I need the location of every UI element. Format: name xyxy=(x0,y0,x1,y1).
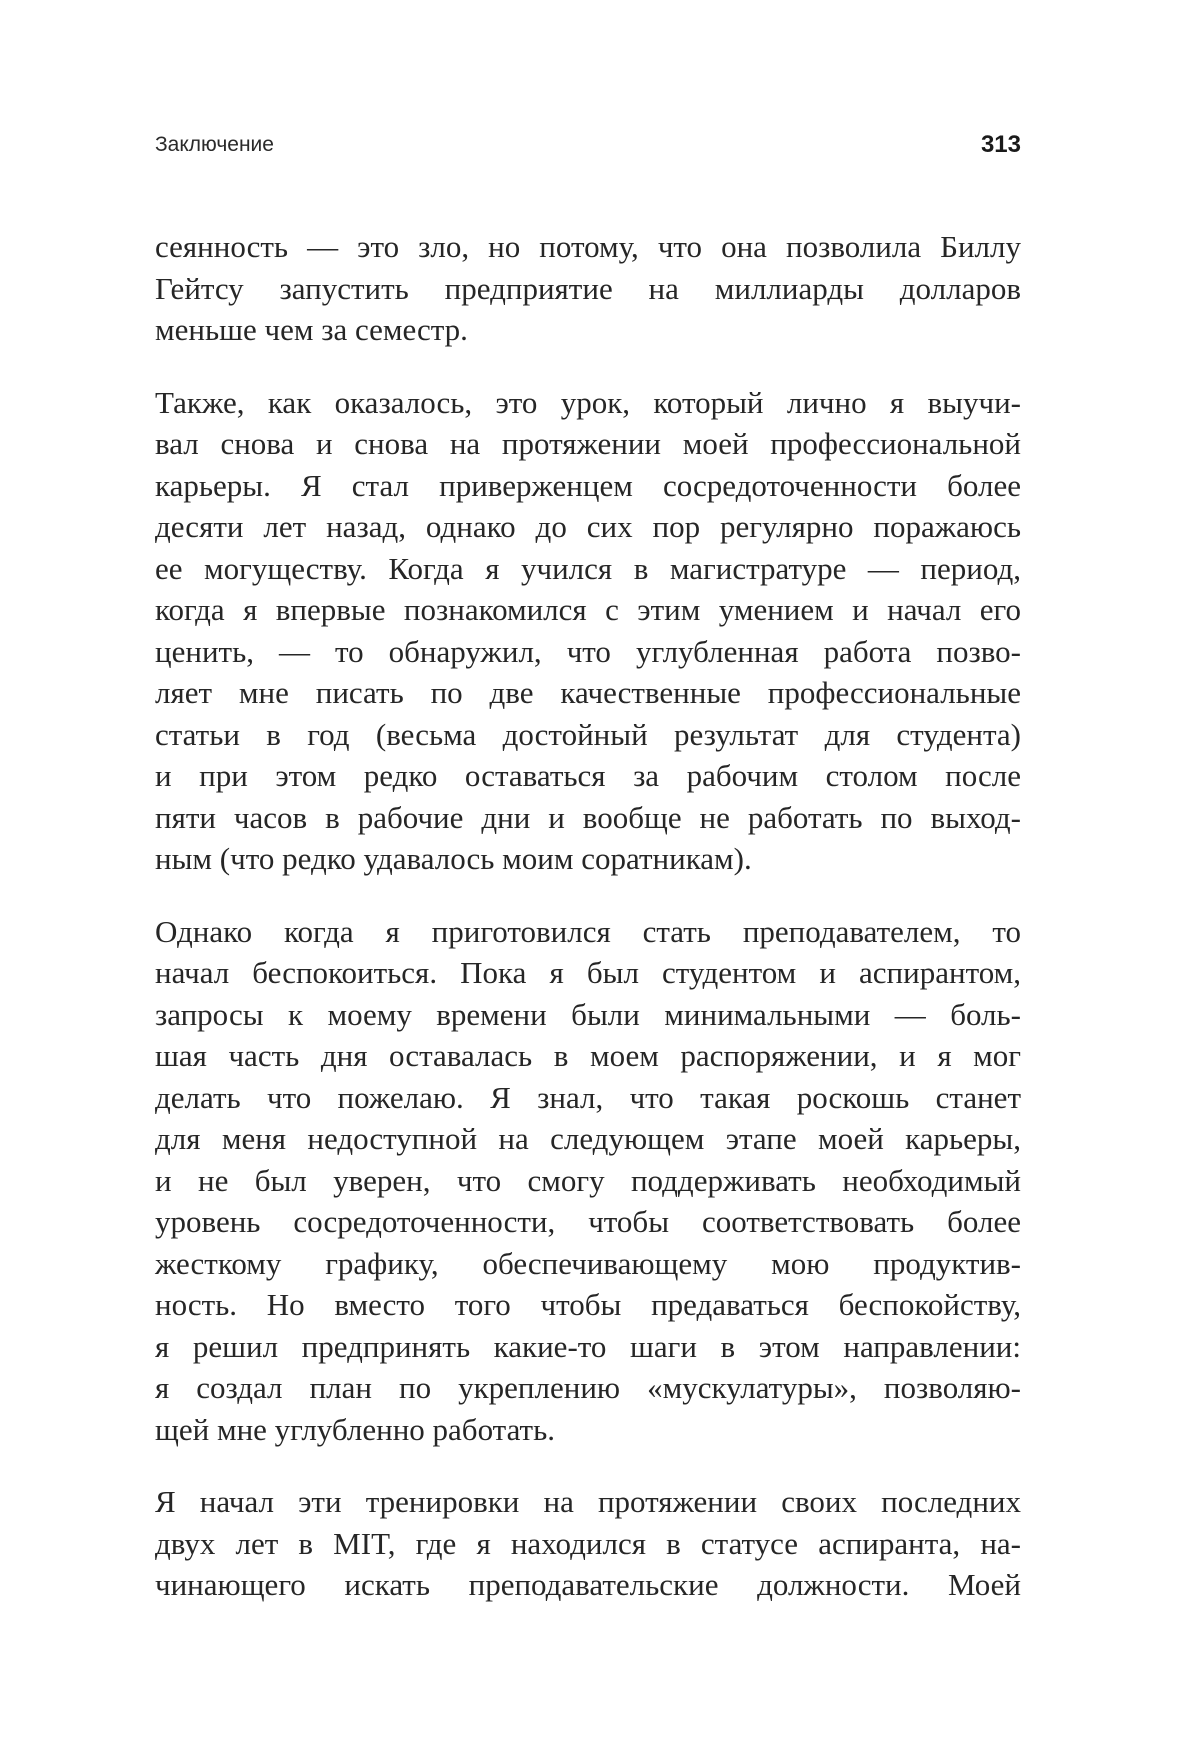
paragraph-1 xyxy=(155,226,1021,351)
text-line: шая часть дня оставалась в моем распоряжении, и я мог xyxy=(155,1038,1021,1073)
text-line: запросы к моему времени были минимальными — боль- xyxy=(155,996,1021,1032)
paragraph-2 xyxy=(155,382,1021,880)
text-line: статьи в год (весьма достойный результат для студента) xyxy=(155,716,1021,752)
text-line: уровень сосредоточенности, чтобы соответствовать более xyxy=(155,1204,1021,1239)
text-line: ность. Но вместо того чтобы предаваться беспокойству, xyxy=(155,1287,1021,1322)
text-line: Также, как оказалось, это урок, который лично я выучи- xyxy=(155,384,1021,420)
section-title: Заключение xyxy=(155,133,274,156)
text-line: пяти часов в рабочие дни и вообще не работать по выход- xyxy=(155,799,1021,835)
text-line: щей мне углубленно работать. xyxy=(155,1411,555,1447)
text-line: начал беспокоиться. Пока я был студентом и аспирантом, xyxy=(155,955,1021,990)
text-line: и не был уверен, что смогу поддерживать необходимый xyxy=(155,1162,1021,1198)
paragraph-4 xyxy=(155,1481,1021,1606)
text-line: когда я впервые познакомился с этим умением и начал его xyxy=(155,592,1021,627)
text-line: для меня недоступной на следующем этапе моей карьеры, xyxy=(155,1121,1021,1156)
text-line: ным (что редко удавалось моим соратникам). xyxy=(155,841,752,876)
text-line: ее могуществу. Когда я учился в магистратуре — период, xyxy=(155,550,1021,586)
text-line: десяти лет назад, однако до сих пор регулярно поражаюсь xyxy=(155,509,1021,544)
text-line: сеянность — это зло, но потому, что она позволила Биллу xyxy=(155,229,1021,264)
text-line: я создал план по укреплению «мускулатуры», позволяю- xyxy=(155,1370,1021,1405)
paragraph-3 xyxy=(155,911,1021,1451)
text-line: Однако когда я приготовился стать преподавателем, то xyxy=(155,913,1021,949)
text-line: карьеры. Я стал приверженцем сосредоточенности более xyxy=(155,467,1021,503)
text-line: делать что пожелаю. Я знал, что такая роскошь станет xyxy=(155,1079,1021,1115)
text-line: ляет мне писать по две качественные профессиональные xyxy=(155,675,1021,710)
body-text xyxy=(155,226,1021,1637)
text-line: меньше чем за семестр. xyxy=(155,312,468,347)
page-number: 313 xyxy=(980,131,1021,158)
text-line: и при этом редко оставаться за рабочим столом после xyxy=(155,758,1021,793)
text-line: я решил предпринять какие-то шаги в этом направлении: xyxy=(155,1328,1021,1364)
text-line: Гейтсу запустить предприятие на миллиарды долларов xyxy=(155,270,1021,306)
text-line: чинающего искать преподавательские должности. Моей xyxy=(155,1567,1021,1602)
text-line: Я начал эти тренировки на протяжении своих последних xyxy=(155,1484,1021,1519)
text-line: двух лет в MIT, где я находился в статусе аспиранта, на- xyxy=(155,1525,1021,1561)
text-line: жесткому графику, обеспечивающему мою продуктив- xyxy=(155,1245,1021,1281)
text-line: вал снова и снова на протяжении моей профессиональной xyxy=(155,426,1021,461)
text-line: ценить, — то обнаружил, что углубленная работа позво- xyxy=(155,633,1021,669)
running-header xyxy=(155,128,1021,162)
